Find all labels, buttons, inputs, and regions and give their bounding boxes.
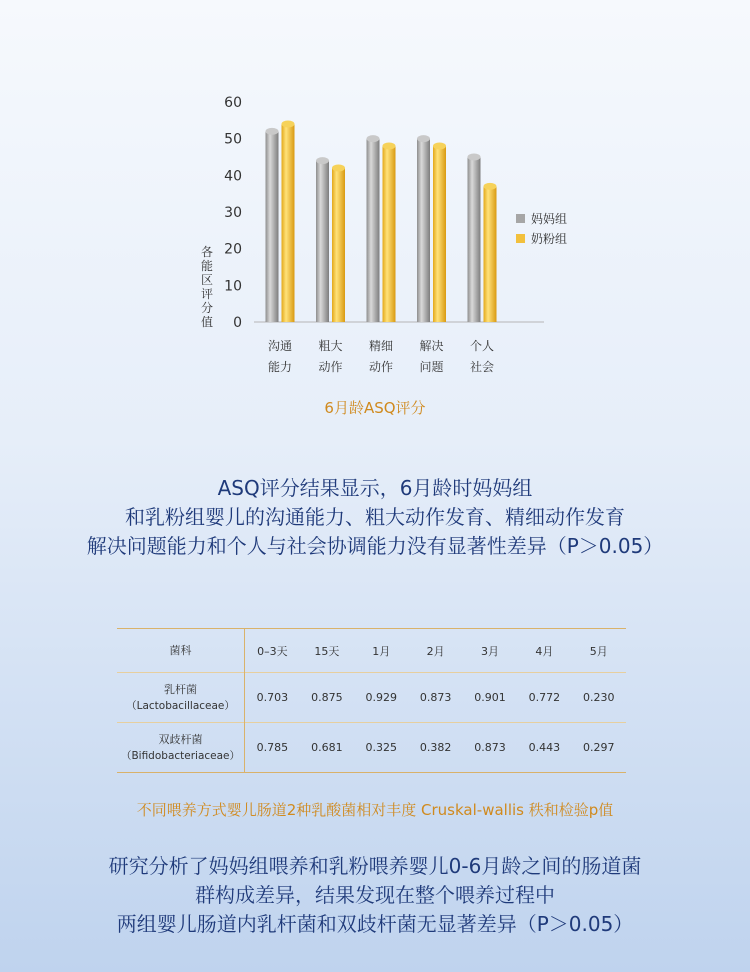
x-category-label: 动作 — [318, 360, 343, 374]
y-tick-label: 50 — [224, 131, 242, 148]
y-axis-label-char: 各 — [200, 245, 214, 259]
microbiota-summary-line-1: 研究分析了妈妈组喂养和乳粉喂养婴儿0-6月龄之间的肠道菌 — [108, 854, 642, 878]
y-tick-label: 30 — [224, 205, 242, 221]
bar-cap — [367, 135, 380, 142]
table-cell: 0.929 — [354, 673, 408, 723]
table-row — [117, 673, 626, 723]
bar-mother-group — [367, 139, 380, 322]
table-row-label — [117, 673, 245, 723]
y-tick-label: 10 — [224, 278, 242, 295]
table-cell: 0.230 — [572, 673, 626, 723]
legend-label: 奶粉组 — [531, 232, 568, 246]
asq-summary-line-2: 和乳粉组婴儿的沟通能力、粗大动作发育、精细动作发育 — [125, 505, 625, 529]
table-header-cell: 5月 — [589, 644, 608, 658]
family-latin-name: （Bifidobacteriaceae） — [120, 749, 241, 762]
table-caption: 不同喂养方式婴儿肠道2种乳酸菌相对丰度 Cruskal-wallis 秩和检验p值 — [136, 801, 614, 819]
bar-cap — [332, 165, 345, 172]
y-axis-label-char: 评 — [200, 287, 214, 301]
bar-mother-group — [266, 131, 279, 322]
table-header-cell: 1月 — [372, 644, 391, 658]
x-category-label: 粗大 — [318, 339, 343, 353]
bar-formula-group — [484, 186, 497, 322]
family-name: 乳杆菌 — [164, 682, 197, 696]
asq-summary-line-1: ASQ评分结果显示，6月龄时妈妈组 — [217, 476, 533, 500]
x-category-label: 沟通 — [267, 339, 293, 353]
bar-formula-group — [282, 124, 295, 322]
table-cell: 0.772 — [517, 673, 571, 723]
x-category-label: 精细 — [368, 339, 394, 353]
legend-swatch — [516, 214, 525, 223]
table-row — [117, 723, 626, 773]
x-category-label: 能力 — [267, 360, 293, 374]
bar-formula-group — [332, 168, 345, 322]
microbiota-summary — [0, 852, 750, 939]
table-header-cell: 菌科 — [117, 629, 245, 673]
table-header-cell: 15天 — [314, 644, 340, 658]
bar-cap — [282, 121, 295, 128]
asq-summary-line-3: 解决问题能力和个人与社会协调能力没有显著性差异（P＞0.05） — [86, 534, 664, 558]
bar-cap — [433, 143, 446, 150]
microbiota-summary-line-2: 群构成差异，结果发现在整个喂养过程中 — [195, 883, 555, 907]
legend-label: 妈妈组 — [531, 212, 568, 226]
x-category-label: 动作 — [368, 360, 394, 374]
table-cell: 0.901 — [463, 673, 517, 723]
table-cell: 0.325 — [354, 723, 408, 773]
table-row-label — [117, 723, 245, 773]
x-axis-categories — [268, 338, 494, 374]
bar-series — [266, 121, 497, 323]
bar-cap — [266, 128, 279, 135]
table-header-cell: 0–3天 — [257, 644, 288, 658]
bar-formula-group — [383, 146, 396, 322]
microbiota-summary-line-3: 两组婴儿肠道内乳杆菌和双歧杆菌无显著差异（P＞0.05） — [116, 912, 634, 936]
y-tick-label: 60 — [224, 95, 242, 111]
table-cell: 0.873 — [408, 673, 462, 723]
bar-cap — [484, 183, 497, 190]
bar-cap — [417, 135, 430, 142]
table-cell: 0.297 — [572, 723, 626, 773]
chart-legend — [516, 212, 567, 246]
bar-cap — [316, 157, 329, 164]
asq-summary — [0, 474, 750, 561]
table-cell: 0.382 — [408, 723, 462, 773]
table-cell: 0.681 — [300, 723, 354, 773]
y-axis-label-char: 分 — [200, 301, 214, 315]
table-cell: 0.875 — [300, 673, 354, 723]
table-cell: 0.873 — [463, 723, 517, 773]
bar-cap — [468, 154, 481, 161]
legend-swatch — [516, 234, 525, 243]
x-category-label: 社会 — [469, 360, 495, 374]
bar-mother-group — [316, 161, 329, 322]
pvalue-table — [117, 628, 626, 773]
family-latin-name: （Lactobacillaceae） — [126, 699, 235, 712]
table-header-cell: 2月 — [426, 644, 445, 658]
y-axis-ticks — [224, 95, 242, 331]
y-tick-label: 20 — [224, 241, 242, 258]
table-header-row — [117, 629, 626, 673]
y-axis-label-char: 区 — [200, 273, 214, 287]
y-axis-label-char: 能 — [200, 259, 214, 273]
family-name: 双歧杆菌 — [158, 732, 203, 746]
asq-bar-chart — [0, 0, 750, 400]
table-cell: 0.703 — [245, 673, 300, 723]
bar-formula-group — [433, 146, 446, 322]
y-tick-label: 0 — [233, 315, 242, 331]
bar-mother-group — [468, 157, 481, 322]
table-cell: 0.443 — [517, 723, 571, 773]
x-category-label: 问题 — [419, 360, 444, 374]
bar-cap — [383, 143, 396, 150]
y-axis-label-char: 值 — [200, 315, 214, 329]
x-category-label: 解决 — [419, 339, 444, 353]
y-tick-label: 40 — [224, 168, 242, 185]
bar-mother-group — [417, 139, 430, 322]
table-cell: 0.785 — [245, 723, 300, 773]
table-header-cell: 4月 — [535, 644, 554, 658]
table-header-cell: 3月 — [481, 644, 500, 658]
y-axis-label — [201, 245, 213, 329]
chart-title: 6月龄ASQ评分 — [324, 399, 426, 417]
x-category-label: 个人 — [469, 339, 495, 353]
